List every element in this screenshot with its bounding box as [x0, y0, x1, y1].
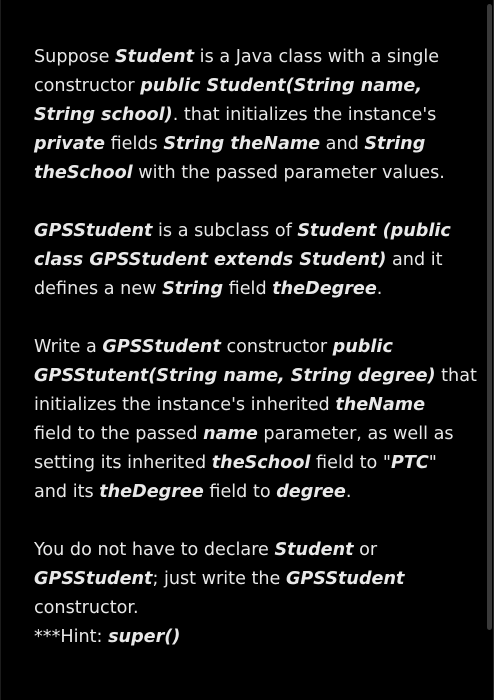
text-segment: and its [34, 482, 100, 502]
text-line [34, 391, 474, 420]
text-segment: . [376, 279, 383, 299]
text-segment: fields [105, 134, 164, 154]
text-line [34, 43, 474, 72]
text-segment: or [353, 540, 378, 560]
emphasized-text: String [162, 279, 224, 299]
text-line [34, 101, 474, 130]
text-line [34, 217, 474, 246]
emphasized-text: String school) [34, 105, 173, 125]
text-line [34, 478, 474, 507]
emphasized-text: Student (public [297, 221, 451, 241]
text-line [34, 333, 474, 362]
text-line [34, 594, 474, 623]
text-line [34, 246, 474, 275]
text-segment: " [428, 453, 437, 473]
text-line [34, 159, 474, 188]
text-segment: with the passed parameter values. [132, 163, 445, 183]
text-segment: You do not have to declare [34, 540, 275, 560]
emphasized-text: Student [115, 47, 195, 67]
emphasized-text: class GPSStudent extends Student) [34, 250, 387, 270]
emphasized-text: String [364, 134, 426, 154]
text-line [34, 275, 474, 304]
text-segment: constructor [220, 337, 333, 357]
emphasized-text: super() [108, 627, 181, 647]
text-segment: is a Java class with a single [194, 47, 440, 67]
emphasized-text: name [203, 424, 258, 444]
emphasized-text: GPSStudent [102, 337, 221, 357]
scrollbar-thumb[interactable] [487, 4, 492, 630]
text-segment: parameter, as well as [257, 424, 454, 444]
emphasized-text: Student [274, 540, 354, 560]
text-segment: constructor. [34, 598, 139, 618]
emphasized-text: theSchool [211, 453, 311, 473]
text-segment: ***Hint: [34, 627, 109, 647]
text-line [34, 72, 474, 101]
text-line [34, 623, 474, 652]
emphasized-text: degree [276, 482, 346, 502]
text-segment: ; just write the [152, 569, 286, 589]
text-segment: setting its inherited [34, 453, 212, 473]
emphasized-text: public Student(String name, [140, 76, 423, 96]
text-line [34, 449, 474, 478]
text-line [34, 420, 474, 449]
text-segment: and it [386, 250, 443, 270]
text-line [34, 362, 477, 391]
text-segment: . that initializes the instance's [172, 105, 437, 125]
emphasized-text: public [332, 337, 393, 357]
paragraph [34, 333, 477, 507]
text-segment: field to " [310, 453, 391, 473]
text-segment: field [223, 279, 273, 299]
paragraph [34, 43, 474, 188]
emphasized-text: theSchool [34, 163, 133, 183]
emphasized-text: PTC [390, 453, 429, 473]
text-line [34, 130, 474, 159]
text-segment: field to the passed [34, 424, 204, 444]
text-segment: Write a [34, 337, 103, 357]
emphasized-text: GPSStudent [34, 221, 153, 241]
question-text [34, 43, 477, 652]
text-segment: and [320, 134, 365, 154]
text-line [34, 536, 474, 565]
emphasized-text: GPSStutent(String name, String degree) [34, 366, 436, 386]
text-segment: is a subclass of [152, 221, 298, 241]
emphasized-text: theName [335, 395, 426, 415]
emphasized-text: String theName [163, 134, 321, 154]
emphasized-text: private [34, 134, 105, 154]
text-segment: that [435, 366, 477, 386]
emphasized-text: GPSStudent [34, 569, 153, 589]
text-segment: constructor [34, 76, 141, 96]
text-segment: Suppose [34, 47, 116, 67]
text-segment: . [345, 482, 352, 502]
paragraph [34, 536, 474, 652]
text-segment: defines a new [34, 279, 163, 299]
emphasized-text: GPSStudent [285, 569, 405, 589]
text-line [34, 565, 474, 594]
paragraph [34, 217, 474, 304]
text-segment: initializes the instance's inherited [34, 395, 336, 415]
emphasized-text: theDegree [99, 482, 204, 502]
emphasized-text: theDegree [272, 279, 377, 299]
text-segment: field to [203, 482, 277, 502]
